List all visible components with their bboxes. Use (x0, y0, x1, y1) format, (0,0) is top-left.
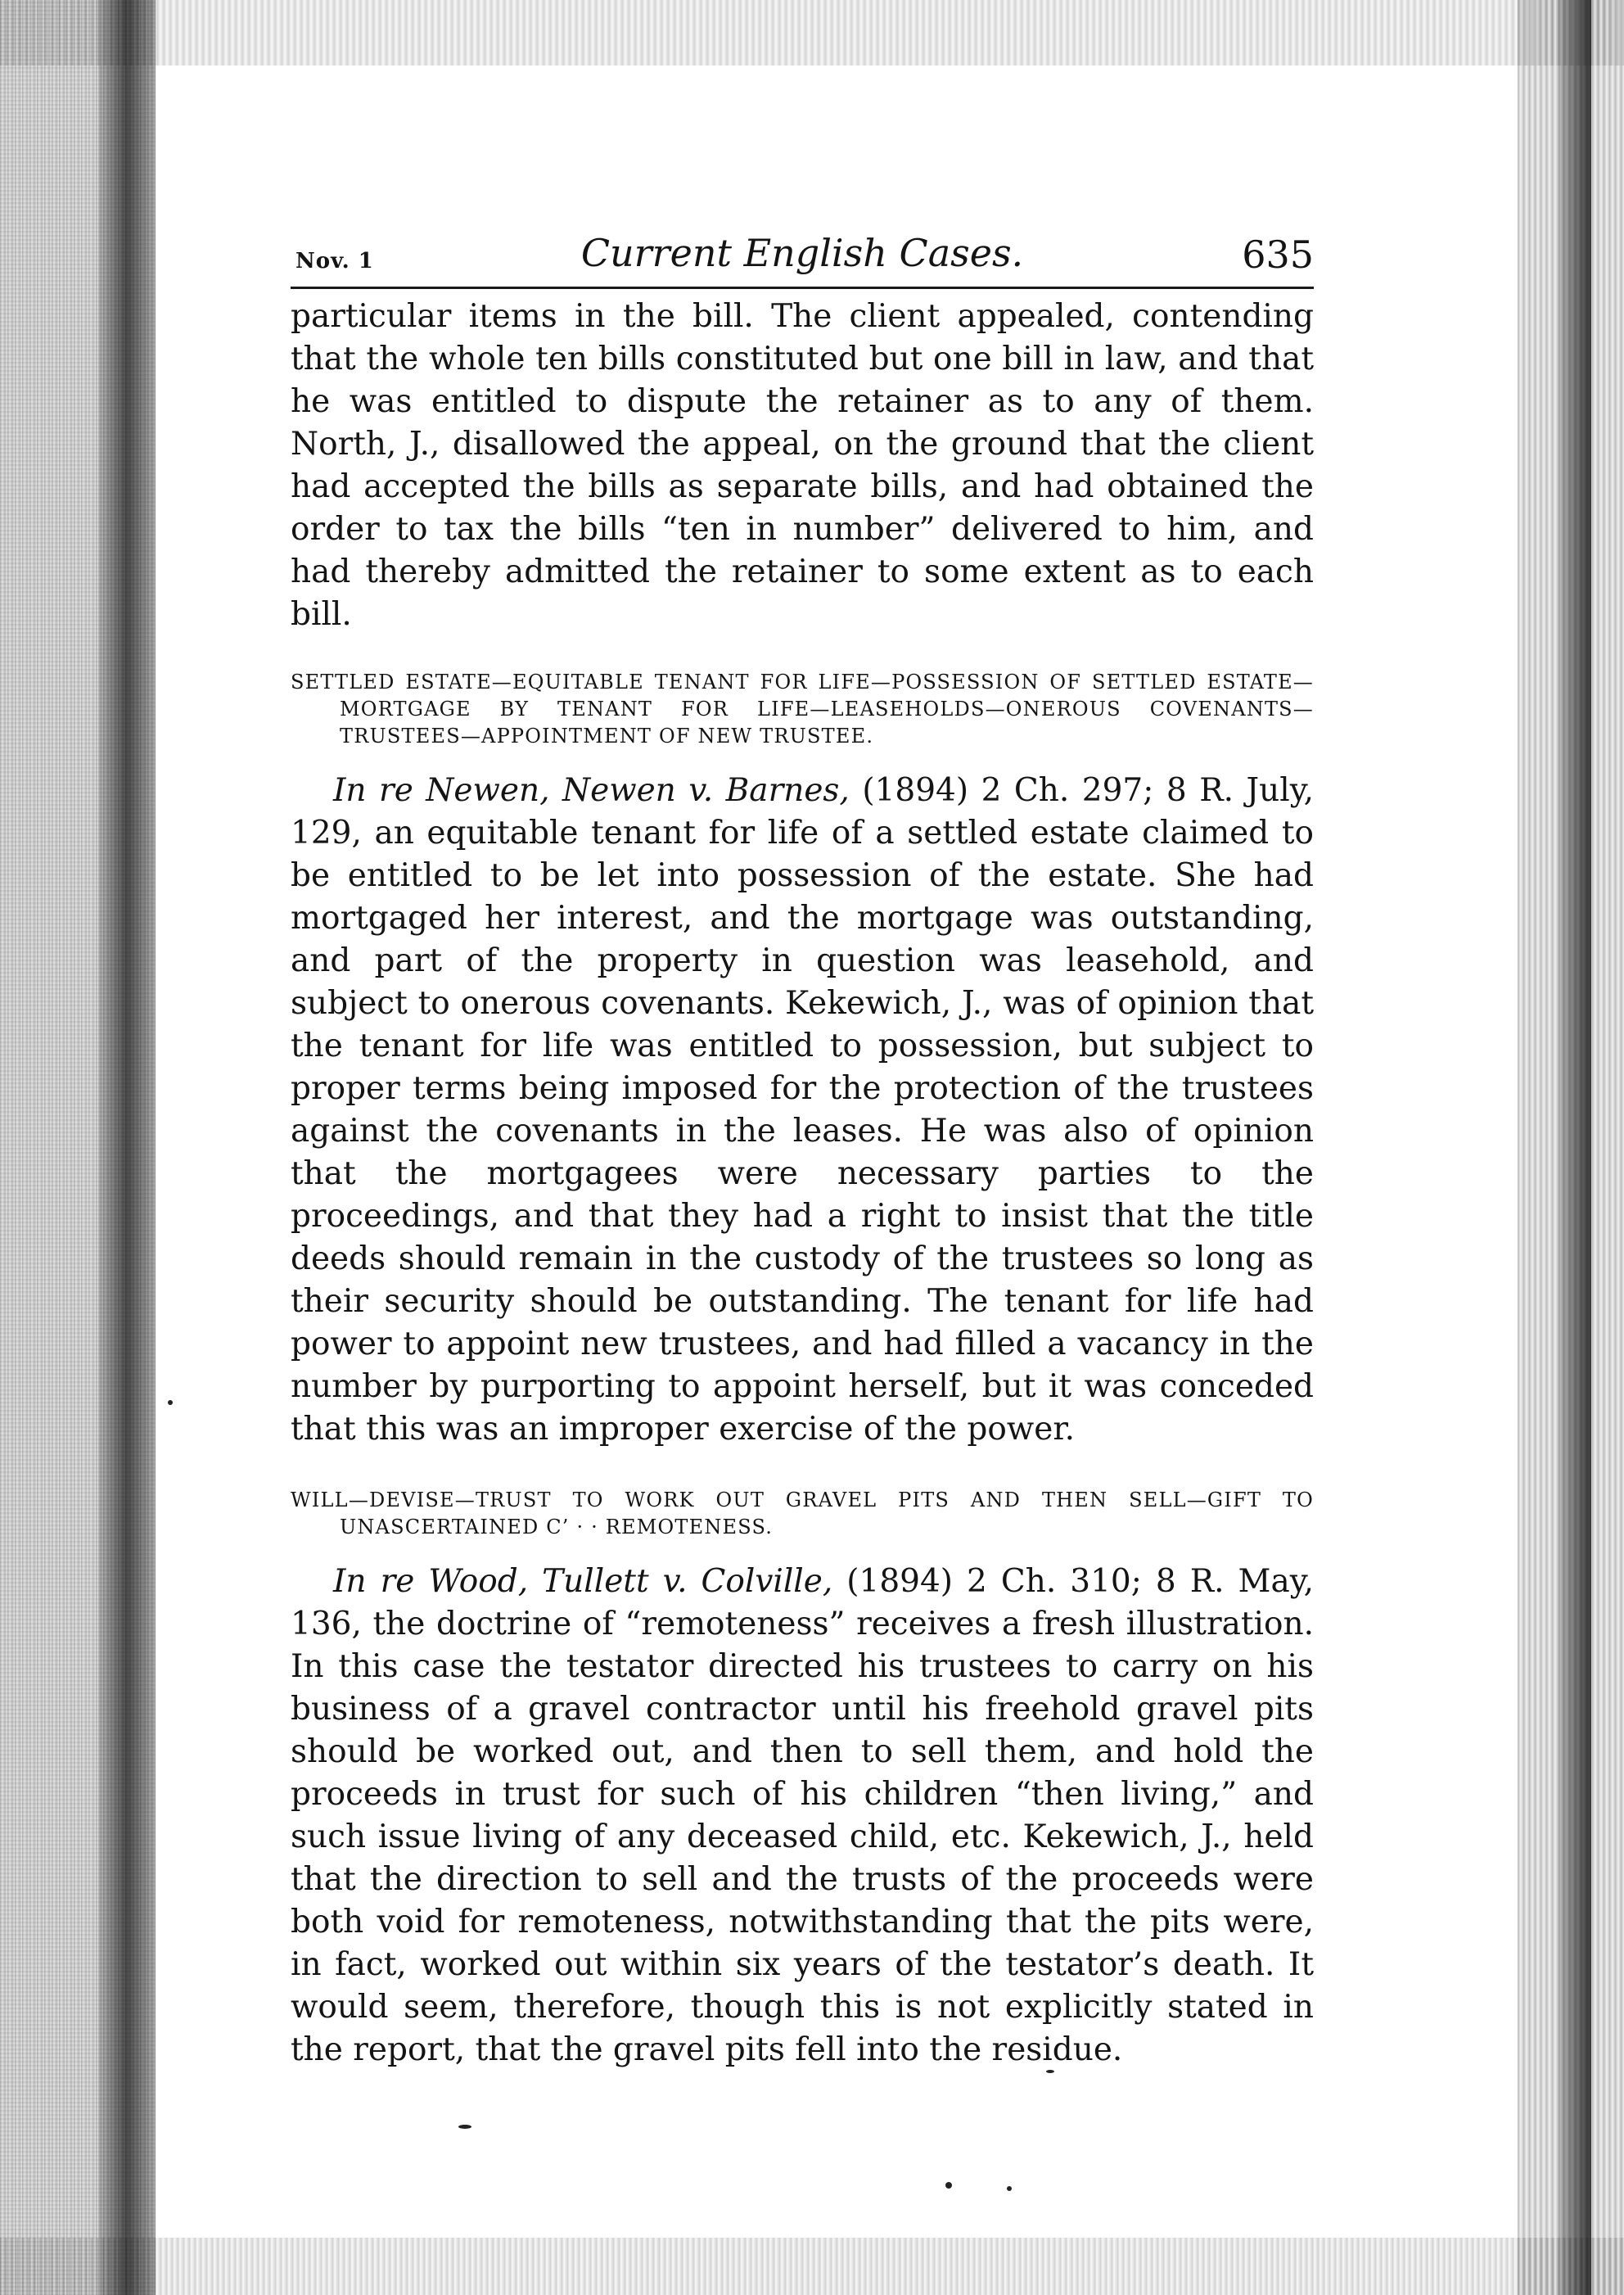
scan-edge-top (0, 0, 1624, 66)
paragraph-continued: particular items in the bill. The client appealed, contending that the whole ten bills constituted but one bill in law, and that he was entitled to dispute the retainer as to any of them. North, J., disallowed the appeal, on the ground that the client had accepted the bills as separate bills, and had obtained the order to tax the bills “ten in number” delivered to him, and had thereby admitted the retainer to some extent as to each bill. (291, 298, 1314, 633)
headnote-will-devise: WILL—DEVISE—TRUST TO WORK OUT GRAVEL PITS AND THEN SELL—GIFT TO UNASCERTAINED C’ · · REMOTENESS. (291, 1489, 1314, 1538)
page (291, 229, 1314, 2071)
case-newen-paragraph (291, 770, 1314, 1451)
running-head-date: Nov. 1 (295, 249, 374, 273)
case-wood-paragraph (291, 1561, 1314, 2071)
speck (458, 2125, 471, 2129)
case-wood-name: In re Wood, Tullett v. Colville, (333, 1563, 833, 1600)
scan-shadow-left (98, 0, 156, 2295)
speck (1046, 2070, 1054, 2073)
headnote-settled-estate: SETTLED ESTATE—EQUITABLE TENANT FOR LIFE—POSSESSION OF SETTLED ESTATE—MORTGAGE BY TENANT FOR LIFE—LEASEHOLDS—ONEROUS COVENANTS—TRUSTEES—APPOINTMENT OF NEW TRUSTEE. (291, 671, 1314, 748)
running-head-title: Current English Cases. (580, 231, 1024, 275)
speck (1007, 2186, 1012, 2191)
speck (168, 1400, 173, 1405)
scan-shadow-right (1559, 0, 1591, 2295)
case-wood-text: (1894) 2 Ch. 310; 8 R. May, 136, the doctrine of “remoteness” receives a fresh illustration. In this case the testator directed his trustees to carry on his business of a gravel contractor until his freehold gravel pits should be worked out, and then to sell them, and hold the proceeds in trust for such of his children “then living,” and such issue living of any deceased child, etc. Kekewich, J., held that the direction to sell and the trusts of the proceeds were both void for remoteness, notwithstanding that the pits were, in fact, worked out within six years of the testator’s death. It would seem, therefore, though this is not explicitly stated in the report, that the gravel pits fell into the residue. (291, 1563, 1314, 2068)
page-number: 635 (1242, 233, 1314, 277)
scan-edge-bottom (0, 2238, 1624, 2295)
case-newen-name: In re Newen, Newen v. Barnes, (333, 772, 850, 809)
case-newen-text: (1894) 2 Ch. 297; 8 R. July, 129, an equitable tenant for life of a settled estate claimed to be entitled to be let into possession of the estate. She had mortgaged her interest, and the mortgage was outstanding, and part of the property in question was leasehold, and subject to onerous covenants. Kekewich, J., was of opinion that the tenant for life was entitled to possession, but subject to proper terms being imposed for the protection of the trustees against the covenants in the leases. He was also of opinion that the mortgagees were necessary parties to the proceedings, and that they had a right to insist that the title deeds should remain in the custody of the trustees so long as their security should be outstanding. The tenant for life had power to appoint new trustees, and had filled a vacancy in the number by purporting to appoint herself, but it was conceded that this was an improper exercise of the power. (291, 772, 1314, 1448)
running-head (291, 229, 1314, 289)
speck (945, 2182, 952, 2189)
